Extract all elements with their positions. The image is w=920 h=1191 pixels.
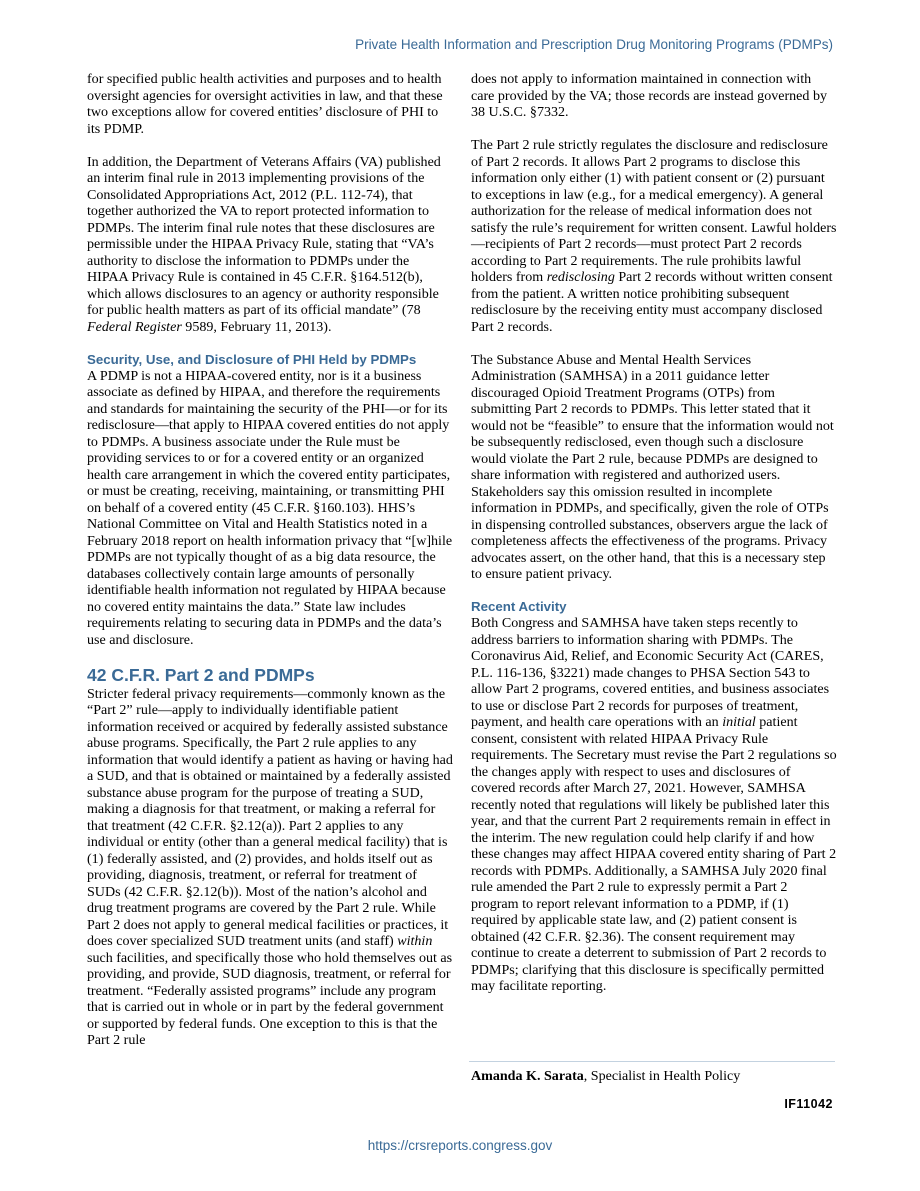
paragraph: In addition, the Department of Veterans Affairs (VA) published an interim final rule in 2013 implementing provisions of the Consolidated Appropriations Act, 2012 (P.L. 112-74), that together authorized the VA to report protected information to PDMPs. The interim final rule notes that these disclosures are permissible under the HIPAA Privacy Rule, stating that “VA’s authority to disclose the information to PDMPs under the HIPAA Privacy Rule is contained in 45 C.F.R. §164.512(b), which allows disclosures to an agency or authority responsible for public health matters as part of its official mandate” (78 Federal Register 9589, February 11, 2013). (87, 153, 441, 335)
section-heading-recent: Recent Activity (471, 599, 567, 614)
paragraph: The Part 2 rule strictly regulates the disclosure and redisclosure of Part 2 records. It allows Part 2 programs to disclose this information only either (1) with patient consent or (2) pursuant to exceptions in law (e.g., for a medical emergency). A general authorization for the release of medical information does not satisfy the rule’s requirement for written consent. Lawful holders—recipients of Part 2 records—must protect Part 2 records according to Part 2 requirements. The rule prohibits lawful holders from redisclosing Part 2 records without written consent from the patient. A written notice prohibiting subsequent redisclosure by the receiving entity must accompany disclosed Part 2 records. (471, 137, 837, 335)
footer-url-link[interactable]: https://crsreports.congress.gov (367, 1138, 553, 1153)
author-line: Amanda K. Sarata, Specialist in Health Policy (471, 1068, 741, 1084)
author-divider (469, 1061, 835, 1062)
paragraph: does not apply to information maintained in connection with care provided by the VA; those records are instead governed by 38 U.S.C. §7332. (471, 71, 828, 120)
paragraph: The Substance Abuse and Mental Health Services Administration (SAMHSA) in a 2011 guidance letter discouraged Opioid Treatment Programs (OTPs) from submitting Part 2 records to PDMPs. This letter stated that it would not be “feasible” to ensure that the information would not be subsequently redisclosed, even though such a disclosure would violate the Part 2 rule, because PDMPs are designed to share information with registered and authorized users. Stakeholders say this omission resulted in incomplete information in PDMPs, and specifically, given the role of OTPs in dispensing controlled substances, observers argue the lack of completeness affects the effectiveness of the programs. Privacy advocates assert, on the other hand, that this is a necessary step to ensure patient privacy. (471, 351, 834, 582)
running-header: Private Health Information and Prescription Drug Monitoring Programs (PDMPs) (355, 37, 833, 52)
left-column (87, 71, 453, 1049)
paragraph: Stricter federal privacy requirements—commonly known as the “Part 2” rule—apply to individually identifiable patient information received or acquired by federally assisted substance abuse programs. Specifically, the Part 2 rule applies to any information that would identify a patient as having or having had a SUD, and that is obtained or maintained by a federally assisted substance abuse program for the purpose of treating a SUD, making a diagnosis for that treatment, or making a referral for that treatment (42 C.F.R. §2.12(a)). Part 2 applies to any individual or entity (other than a general medical facility) that is (1) federally assisted, and (2) provides, and holds itself out as providing, diagnosis, treatment, or referral for treatment of SUDs (42 C.F.R. §2.12(b)). Most of the nation’s alcohol and drug treatment programs are covered by the Part 2 rule. While Part 2 does not apply to general medical facilities or practices, it does cover specialized SUD treatment units (and staff) within such facilities, and specifically those who hold themselves out as providing, and provide, SUD diagnosis, treatment, or referral for treatment. “Federally assisted programs” include any program that is carried out in whole or in part by the federal government or supported by federal funds. One exception to this is that the Part 2 rule (87, 685, 453, 1048)
section-heading-security: Security, Use, and Disclosure of PHI Held by PDMPs (87, 351, 417, 367)
paragraph: A PDMP is not a HIPAA-covered entity, nor is it a business associate as defined by HIPAA, and therefore the requirements and standards for maintaining the security of the PHI—or for its redisclosure—that apply to HIPAA covered entities do not apply to PDMPs. A business associate under the Rule must be providing services to or for a covered entity or an organized health care arrangement in which the covered entity participates, or must be creating, receiving, maintaining, or transmitting PHI on behalf of a covered entity (45 C.F.R. §160.103). HHS’s National Committee on Vital and Health Statistics noted in a February 2018 report on health information privacy that “[w]hile PDMPs are not typically thought of as a big data resource, the databases collectively contain large amounts of personally identifiable health information not regulated by HIPAA because no covered entity maintains the data.” State law includes requirements relating to securing data in PDMPs and the data’s use and disclosure. (87, 367, 453, 648)
paragraph: Both Congress and SAMHSA have taken steps recently to address barriers to information sharing with PDMPs. The Coronavirus Aid, Relief, and Economic Security Act (CARES, P.L. 116-136, §3221) made changes to PHSA Section 543 to allow Part 2 programs, covered entities, and business associates to use or disclose Part 2 records for purposes of treatment, payment, and health care operations with an initial patient consent, consistent with related HIPAA Privacy Rule requirements. The Secretary must revise the Part 2 regulations so the changes apply with respect to uses and disclosures of covered records after March 27, 2021. However, SAMHSA recently noted that regulations will likely be published later this year, and that the current Part 2 requirements remain in effect in the interim. The new regulation could help clarify if and how these changes may affect HIPAA covered entity sharing of Part 2 records with PDMPs. Additionally, a SAMHSA July 2020 final rule amended the Part 2 rule to expressly permit a Part 2 program to report relevant information to a PDMP, if (1) required by applicable state law, and (2) patient consent is obtained (42 C.F.R. §2.36). The consent requirement may continue to create a deterrent to submission of Part 2 records to PDMPs; clarifying that this disclosure is specifically permitted may facilitate reporting. (471, 615, 837, 994)
paragraph: for specified public health activities and purposes and to health oversight agencies for oversight activities in law, and that these two exceptions allow for covered entities’ disclosure of PHI to its PDMP. (87, 71, 443, 137)
document-id: IF11042 (784, 1097, 833, 1111)
section-heading-part2: 42 C.F.R. Part 2 and PDMPs (87, 664, 315, 685)
right-column (471, 71, 837, 995)
